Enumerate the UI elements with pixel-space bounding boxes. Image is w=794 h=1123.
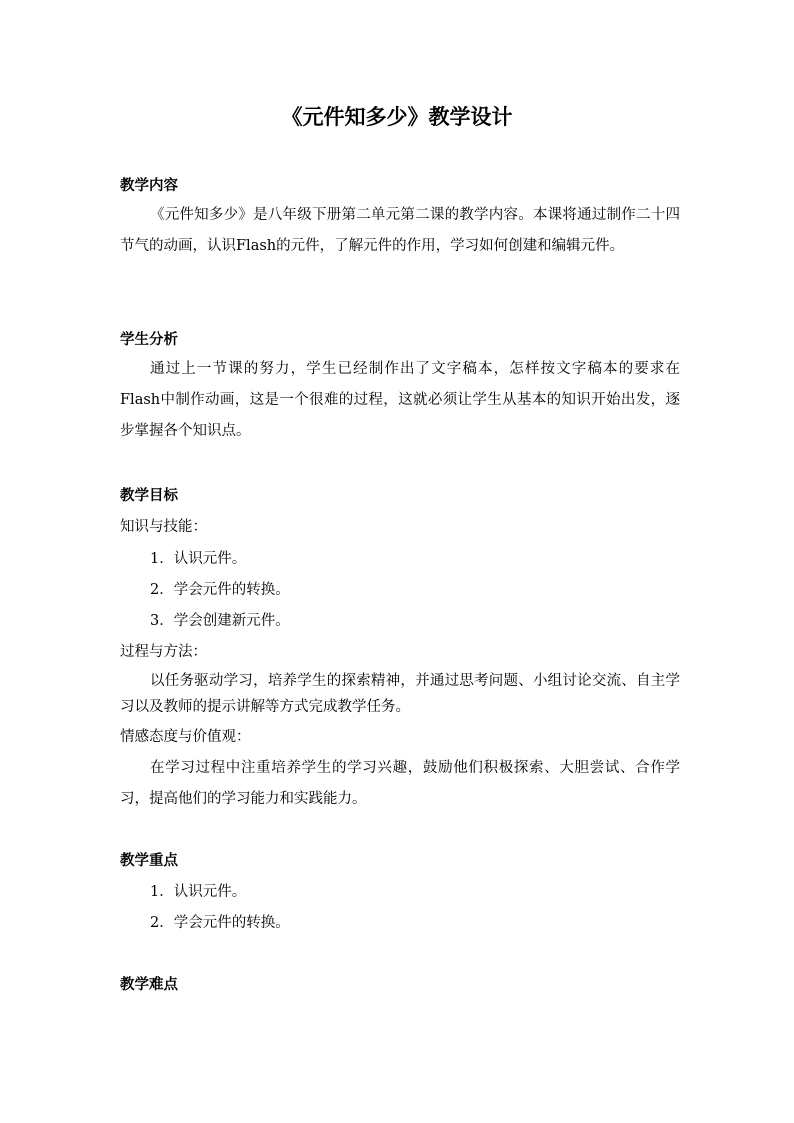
knowledge-skills-label: 知识与技能： — [120, 519, 207, 535]
section-heading-key-points: 教学重点 — [120, 852, 178, 869]
document-title: 《元件知多少》教学设计 — [281, 104, 513, 129]
section-heading-goals: 教学目标 — [120, 487, 178, 504]
attitude-values-paragraph: 在学习过程中注重培养学生的学习兴趣，鼓励他们积极探索、大胆尝试、合作学习，提高他们的学习能力和实践能力。 — [120, 760, 680, 807]
key-point-item: 1．认识元件。 — [150, 884, 247, 900]
section-heading-difficulties: 教学难点 — [120, 976, 178, 993]
section-heading-content: 教学内容 — [120, 177, 178, 194]
attitude-values-label: 情感态度与价值观： — [120, 729, 251, 745]
knowledge-item: 1．认识元件。 — [150, 551, 247, 567]
process-method-label: 过程与方法： — [120, 644, 207, 660]
process-method-paragraph: 以任务驱动学习，培养学生的探索精神，并通过思考问题、小组讨论交流、自主学习以及教师的提示讲解等方式完成教学任务。 — [120, 673, 680, 715]
students-paragraph: 通过上一节课的努力，学生已经制作出了文字稿本，怎样按文字稿本的要求在Flash中制作动画，这是一个很难的过程，这就必须让学生从基本的知识开始出发，逐步掌握各个知识点。 — [120, 361, 680, 439]
knowledge-item: 3．学会创建新元件。 — [150, 613, 290, 629]
content-paragraph: 《元件知多少》是八年级下册第二单元第二课的教学内容。本课将通过制作二十四节气的动画，认识Flash的元件，了解元件的作用，学习如何创建和编辑元件。 — [120, 207, 680, 254]
knowledge-item: 2．学会元件的转换。 — [150, 582, 290, 598]
key-point-item: 2．学会元件的转换。 — [150, 915, 290, 931]
section-heading-students: 学生分析 — [120, 331, 178, 348]
